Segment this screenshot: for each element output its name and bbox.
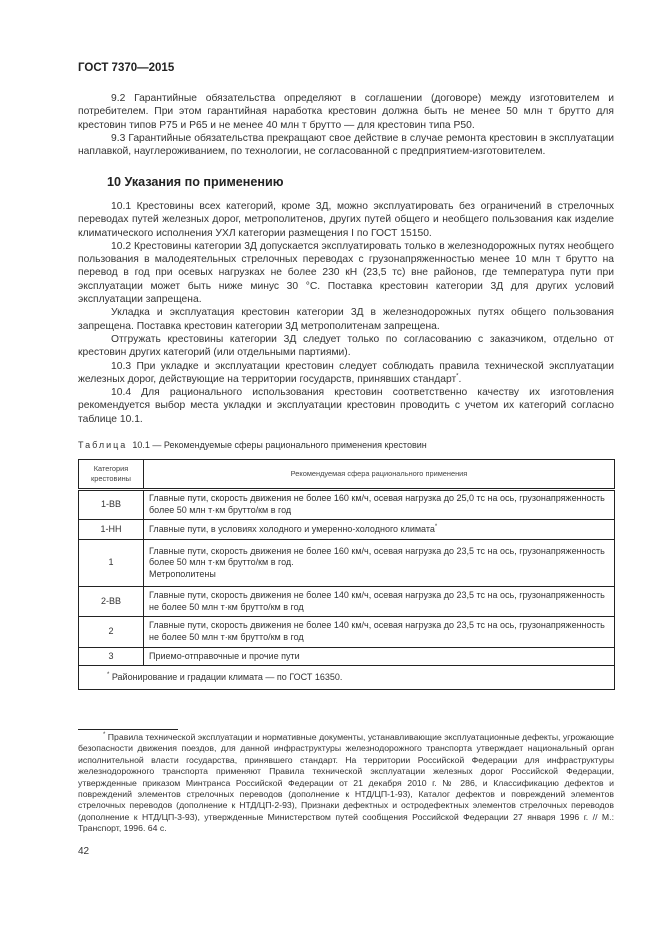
table-row (79, 648, 615, 666)
row-description: Главные пути, скорость движения не более 140 км/ч, осевая нагрузка до 23,5 тс на ось, грузонапряженность не более 50 млн т·км брутто/км в год (144, 617, 615, 648)
table-caption-label: Таблица (78, 440, 128, 450)
section-9 (78, 92, 614, 158)
row-description (144, 520, 615, 540)
section-title: 10 Указания по применению (107, 175, 284, 189)
row-category: 1-НН (79, 520, 144, 540)
paragraph-9-2: 9.2 Гарантийные обязательства определяют в соглашении (договоре) между изготовителем и потребителем. При этом гарантийная наработка крестовин должна быть не менее 50 млн т брутто для крестовин типов Р75 и Р65 и не менее 40 млн т брутто — для крестовин типа Р50. (78, 93, 614, 131)
table-row (79, 520, 615, 540)
document-header: ГОСТ 7370—2015 (78, 62, 175, 74)
header-application: Рекомендуемая сфера рационального применения (144, 460, 615, 490)
paragraph-9-3: 9.3 Гарантийные обязательства прекращают свое действие в случае ремонта крестовин в эксплуатации наплавкой, науглероживанием, по технологии, не согласованной с предприятием-изготовителем. (78, 132, 614, 158)
table-note-row (79, 666, 615, 690)
row-category: 2 (79, 617, 144, 648)
row-category: 1 (79, 540, 144, 587)
note-text: Районирование и градации климата — по ГОСТ 16350. (109, 671, 343, 682)
row-description: Главные пути, скорость движения не более 140 км/ч, осевая нагрузка до 23,5 тс на ось, грузонапряженность не более 50 млн т·км брутто/км в год (144, 587, 615, 617)
header-category: Категория крестовины (79, 460, 144, 490)
table-row (79, 587, 615, 617)
row-category: 1-ВВ (79, 490, 144, 520)
table-row (79, 540, 615, 587)
paragraph-10-2: 10.2 Крестовины категории 3Д допускается эксплуатировать только в железнодорожных путях необщего пользования в малодеятельных стрелочных переводах с грузонапряженностью менее 10 млн т брутто на перевод в год при осевых нагрузках не более 230 кН (23,5 тс) вне районов, где температура пути при эксплуатации может быть ниже минус 30 °С. Поставка крестовин категории 3Д для других условий эксплуатации запрещена. (78, 240, 614, 306)
row-description-text: Главные пути, скорость движения не более 160 км/ч, осевая нагрузка до 23,5 тс на ось, грузонапряженность более 50 млн т·км брутто/км в год. (149, 545, 605, 568)
table-row (79, 617, 615, 648)
paragraph-10-2-shipping: Отгружать крестовины категории 3Д следует только по согласованию с заказчиком, отдельно от крестовин других категорий (или отдельными партиями). (78, 333, 614, 359)
footnote-ref: * (456, 373, 459, 380)
footnote (78, 732, 614, 835)
page-number: 42 (78, 846, 90, 857)
row-category: 3 (79, 648, 144, 666)
table-caption (78, 440, 427, 450)
paragraph-10-3-end: . (458, 373, 462, 385)
paragraph-10-3 (78, 360, 614, 387)
row-description: Приемо-отправочные и прочие пути (144, 648, 615, 666)
row-category: 2-ВВ (79, 587, 144, 617)
note-mark: * (107, 671, 110, 678)
paragraph-10-1: 10.1 Крестовины всех категорий, кроме 3Д, можно эксплуатировать без ограничений в стрелочных переводах путей железных дорог, метрополитенов, других путей общего и необщего пользования как изделие климатического исполнения УХЛ категории размещения I по ГОСТ 15150. (78, 201, 614, 239)
row-description: Главные пути, скорость движения не более 160 км/ч, осевая нагрузка до 25,0 тс на ось, грузонапряженность более 50 млн т·км брутто/км в год (144, 490, 615, 520)
footnote-text: Правила технической эксплуатации и нормативные документы, устанавливающие эксплуатационные дефекты, угрожающие безопасности движения поездов, для данной инфраструктуры железнодорожного транспорта утверждает национальный орган исполнительной власти государства, принявшего стандарт. На территории Российской Федерации для инфраструктуры железнодорожного транспорта применяют Правила технической эксплуатации железных дорог Российской Федерации, утвержденные приказом Минтранса Российской Федерации от 21 декабря 2010 г. № 286, и Классификацию дефектов и повреждений элементов стрелочных переводов (дополнение к НТД/ЦП-1-93), Каталог дефектов и повреждений элементов стрелочных переводов (дополнение к НТД/ЦП-2-93), Признаки дефектных и остродефектных элементов стрелочных переводов (дополнение к НТД/ЦП-3-93), утвержденные Министерством путей сообщения Российской Федерации 27 января 1996 г. // М.: Транспорт, 1996. 64 с. (78, 732, 614, 834)
row-description-text: Главные пути, в условиях холодного и умеренно-холодного климата (149, 523, 435, 534)
paragraph-10-4: 10.4 Для рационального использования крестовин соответственно качеству их изготовления рекомендуется выбор места укладки и эксплуатации крестовин проводить с учетом их категорий согласно таблице 10.1. (78, 387, 614, 425)
footnote-ref: * (434, 523, 438, 530)
row-description (144, 540, 615, 587)
paragraph-10-2-laying: Укладка и эксплуатация крестовин категории 3Д в железнодорожных путях общего пользования запрещена. Поставка крестовин категории 3Д метрополитенам запрещена. (78, 307, 614, 332)
row-description-metro: Метрополитены (149, 568, 216, 579)
table-caption-text: 10.1 — Рекомендуемые сферы рационального применения крестовин (132, 440, 427, 450)
table-row (79, 490, 615, 520)
footnote-divider (78, 729, 178, 730)
paragraph-10-3-text: 10.3 При укладке и эксплуатации крестовин следует соблюдать правила технической эксплуатации железных дорог, действующие на территории государств, принявших стандарт (78, 360, 614, 385)
table-header-row (79, 460, 615, 490)
table-note (79, 666, 615, 690)
section-10 (78, 200, 614, 426)
table-10-1 (78, 459, 615, 690)
footnote-mark: * (103, 732, 106, 739)
